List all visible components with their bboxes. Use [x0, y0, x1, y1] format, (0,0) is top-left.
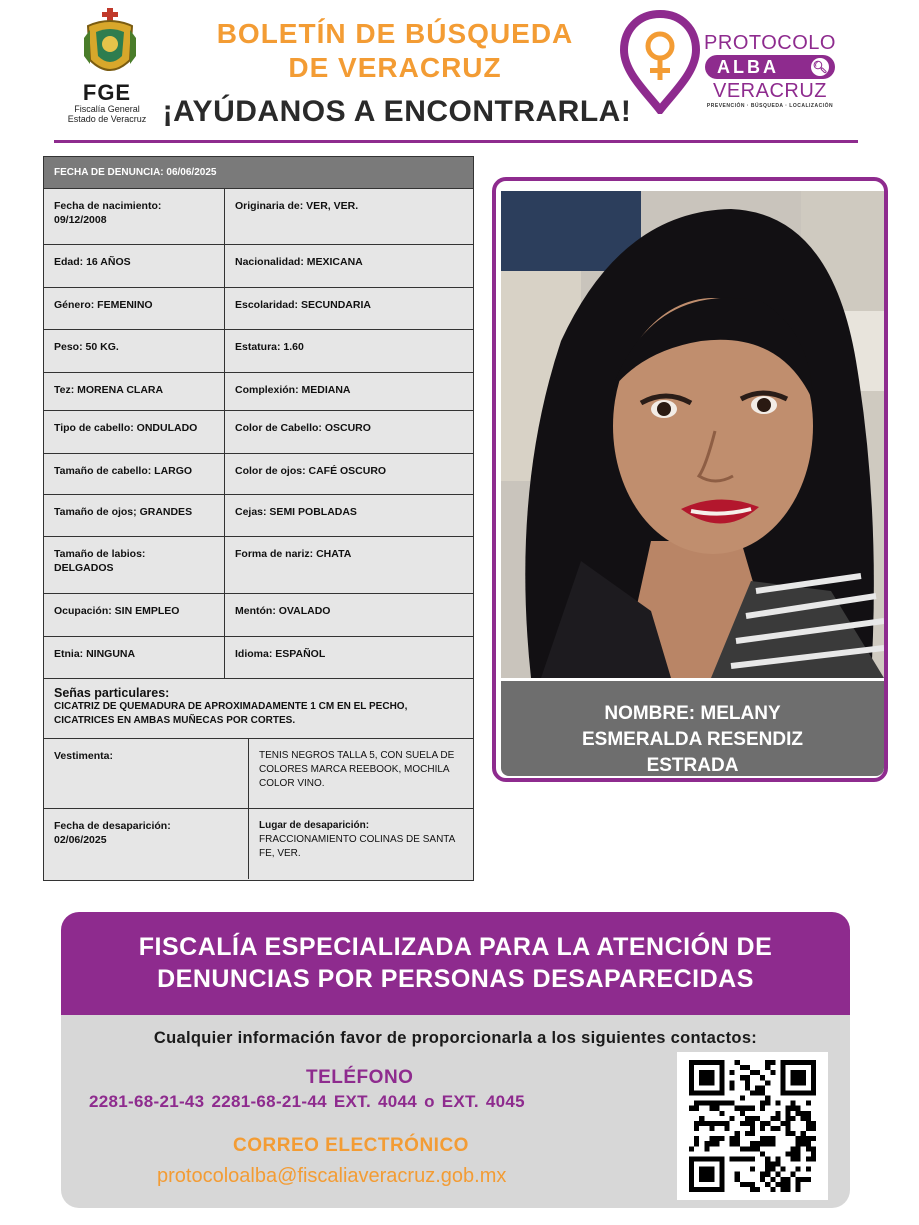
hair-type: Tipo de cabello: ONDULADO	[44, 411, 225, 453]
agency-banner	[61, 912, 850, 1015]
table-row	[44, 411, 473, 454]
phone-title: TELÉFONO	[306, 1067, 414, 1088]
distinctive-marks-value: CICATRIZ DE QUEMADURA DE APROXIMADAMENTE 1 CM EN EL PECHO, CICATRICES EN AMBAS MUÑECAS POR CORTES.	[54, 701, 408, 726]
missing-person-name	[501, 681, 884, 776]
table-row	[44, 330, 473, 373]
bulletin-title-line2: DE VERACRUZ	[288, 52, 502, 83]
agency-line1: FISCALÍA ESPECIALIZADA PARA LA ATENCIÓN DE	[138, 933, 773, 961]
disappearance-place-label: Lugar de desaparición:	[259, 820, 370, 831]
age: Edad: 16 AÑOS	[44, 245, 225, 287]
missing-person-photo-card	[492, 177, 888, 782]
fge-logo-text	[52, 82, 162, 124]
magnifier-icon: 🔍︎	[812, 60, 828, 74]
phone-numbers[interactable]: 2281-68-21-43 2281-68-21-44 EXT. 4044 o EXT. 4045	[89, 1092, 525, 1111]
contact-intro: Cualquier información favor de proporcionarla a los siguientes contactos:	[153, 1029, 758, 1047]
missing-person-data-table	[43, 156, 474, 881]
state-seal-icon	[80, 8, 140, 80]
help-find-her-title: ¡AYÚDANOS A ENCONTRARLA!	[162, 95, 632, 128]
table-row	[44, 454, 473, 495]
missing-person-photo	[501, 191, 884, 678]
protocol-tagline: PREVENCIÓN · BÚSQUEDA · LOCALIZACIÓN	[706, 103, 834, 109]
header-divider	[54, 140, 858, 143]
disappearance-place	[249, 809, 473, 879]
name-line3: ESTRADA	[646, 755, 739, 776]
nationality: Nacionalidad: MEXICANA	[235, 256, 363, 268]
gender: Género: FEMENINO	[44, 288, 225, 329]
agency-line2: DENUNCIAS POR PERSONAS DESAPARECIDAS	[157, 965, 754, 993]
table-row	[44, 739, 473, 809]
disappearance-date: Fecha de desaparición: 02/06/2025	[44, 809, 249, 879]
language: Idioma: ESPAÑOL	[235, 648, 326, 660]
hair-length: Tamaño de cabello: LARGO	[44, 454, 225, 494]
protocol-alba-pin-icon	[620, 10, 700, 114]
bulletin-title-line1: BOLETÍN DE BÚSQUEDA	[216, 18, 574, 49]
veracruz-label: VERACRUZ	[712, 80, 827, 102]
contact-panel	[61, 1015, 850, 1208]
table-row	[44, 157, 473, 189]
skin-tone: Tez: MORENA CLARA	[44, 373, 225, 410]
height: Estatura: 1.60	[235, 341, 304, 353]
alba-pill	[705, 55, 835, 79]
table-row	[44, 373, 473, 411]
eye-size: Tamaño de ojos; GRANDES	[44, 495, 225, 536]
table-row	[44, 679, 473, 739]
qr-code[interactable]	[677, 1052, 828, 1200]
occupation: Ocupación: SIN EMPLEO	[44, 594, 225, 636]
lip-size: Tamaño de labios: DELGADOS	[44, 537, 225, 593]
clothing-label: Vestimenta:	[44, 739, 249, 808]
eye-color: Color de ojos: CAFÉ OSCURO	[235, 465, 387, 477]
name-line2: ESMERALDA RESENDIZ	[582, 729, 803, 750]
nose-shape: Forma de nariz: CHATA	[235, 548, 352, 560]
weight: Peso: 50 KG.	[44, 330, 225, 372]
table-row	[44, 537, 473, 594]
protocol-label: PROTOCOLO	[704, 32, 836, 54]
distinctive-marks-label: Señas particulares:	[54, 686, 170, 700]
table-row	[44, 189, 473, 245]
chin: Mentón: OVALADO	[235, 605, 331, 617]
report-date: FECHA DE DENUNCIA: 06/06/2025	[54, 167, 217, 178]
table-row	[44, 245, 473, 288]
distinctive-marks	[44, 679, 473, 738]
qr-code-icon	[689, 1060, 816, 1192]
schooling: Escolaridad: SECUNDARIA	[235, 299, 371, 311]
clothing-value: TENIS NEGROS TALLA 5, CON SUELA DE COLORES MARCA REEBOOK, MOCHILA COLOR VINO.	[259, 750, 455, 789]
hair-color: Color de Cabello: OSCURO	[235, 422, 371, 434]
ethnicity: Etnia: NINGUNA	[44, 637, 225, 678]
table-row	[44, 594, 473, 637]
alba-label: ALBA	[717, 57, 779, 77]
table-row	[44, 495, 473, 537]
origin: Originaria de: VER, VER.	[235, 200, 359, 212]
email-link[interactable]: protocoloalba@fiscaliaveracruz.gob.mx	[157, 1165, 507, 1187]
table-row	[44, 809, 473, 879]
birth-date: Fecha de nacimiento: 09/12/2008	[44, 189, 225, 244]
table-row	[44, 288, 473, 330]
eyebrows: Cejas: SEMI POBLADAS	[235, 506, 357, 518]
table-row	[44, 637, 473, 679]
build: Complexión: MEDIANA	[235, 384, 351, 396]
name-line1: NOMBRE: MELANY	[604, 703, 781, 724]
fge-name-line1: Fiscalía General	[74, 104, 140, 114]
fge-name-line2: Estado de Veracruz	[67, 114, 147, 124]
email-title: CORREO ELECTRÓNICO	[233, 1135, 469, 1156]
disappearance-place-value: FRACCIONAMIENTO COLINAS DE SANTA FE, VER.	[259, 834, 455, 859]
fge-abbrev: FGE	[82, 80, 132, 105]
